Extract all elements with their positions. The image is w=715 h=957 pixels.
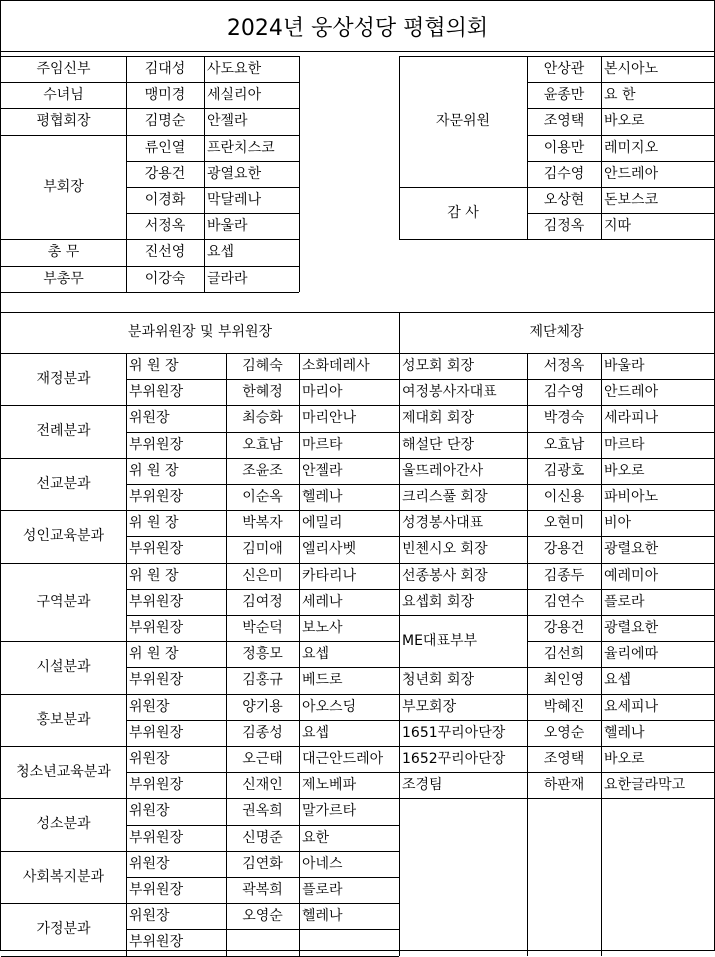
- member-name: 이용만: [543, 139, 585, 156]
- member-name: 한혜정: [242, 384, 283, 401]
- auditor-label: 감 사: [447, 205, 479, 221]
- page-title: 2024년 웅상성당 평협의회: [1, 1, 714, 52]
- member-name: 윤종만: [543, 87, 585, 104]
- grid-line: [126, 877, 399, 878]
- organization-name: ME대표부부: [402, 633, 478, 649]
- organization-name: 1652꾸리아단장: [402, 751, 506, 767]
- member-name: 박혜진: [543, 698, 585, 715]
- division-position: 부위원장: [129, 777, 184, 794]
- grid-line: [126, 213, 299, 214]
- member-saint: 광렬요한: [604, 541, 659, 558]
- member-saint: 마르타: [302, 436, 343, 453]
- grid-line: [399, 484, 714, 485]
- member-saint: 안드레아: [604, 384, 659, 401]
- member-name: 이신용: [543, 489, 585, 505]
- member-name: 이순옥: [242, 489, 283, 505]
- member-name: 김정옥: [543, 218, 585, 235]
- member-name: 조영택: [543, 751, 585, 767]
- grid-line: [126, 484, 399, 485]
- grid-line: [1, 108, 299, 109]
- grid-line: [527, 641, 714, 642]
- member-saint: 광렬요한: [604, 620, 659, 636]
- grid-line: [399, 312, 400, 956]
- member-name: 조윤조: [242, 462, 283, 479]
- member-saint: 사도요한: [207, 61, 262, 77]
- division-name: 성인교육분과: [22, 528, 105, 545]
- member-name: 양기용: [242, 698, 283, 715]
- organization-name: 청년회 회장: [402, 672, 475, 689]
- grid-line: [1, 266, 299, 267]
- grid-line: [1, 56, 299, 57]
- division-position: 위 원 장: [129, 358, 179, 374]
- grid-line: [126, 187, 299, 188]
- member-saint: 바오로: [604, 113, 645, 130]
- organization-name: 성모회 회장: [402, 358, 475, 374]
- grid-line: [399, 379, 714, 380]
- member-saint: 요한: [302, 829, 330, 846]
- member-name: 김종성: [242, 724, 283, 741]
- organization-name: 부모회장: [402, 698, 457, 715]
- member-name: 최승화: [242, 410, 283, 427]
- role-label: 수녀님: [43, 87, 84, 104]
- member-name: 오현미: [543, 515, 585, 532]
- grid-line: [399, 772, 714, 773]
- member-name: 김선희: [543, 646, 585, 663]
- member-saint: 소화데레사: [302, 358, 370, 374]
- grid-line: [1, 135, 299, 136]
- grid-line: [399, 458, 714, 459]
- member-saint: 지따: [604, 218, 632, 235]
- grid-line: [399, 432, 714, 433]
- division-position: 부위원장: [129, 672, 184, 689]
- member-saint: 헬레나: [604, 724, 645, 741]
- grid-line: [399, 694, 714, 695]
- member-saint: 본시아노: [604, 61, 659, 77]
- member-saint: 아네스: [302, 855, 343, 872]
- organization-name: 1651꾸리아단장: [402, 724, 506, 741]
- grid-line: [601, 56, 602, 239]
- member-saint: 광열요한: [207, 165, 262, 182]
- member-name: 정흥모: [242, 646, 283, 663]
- member-saint: 요셉: [207, 244, 235, 261]
- member-saint: 돈보스코: [604, 192, 659, 208]
- grid-line: [399, 56, 714, 57]
- grid-line: [126, 379, 399, 380]
- member-name: 오영순: [242, 908, 283, 925]
- grid-line: [527, 161, 714, 162]
- member-saint: 예레미아: [604, 567, 659, 584]
- member-name: 안상관: [543, 61, 585, 77]
- member-name: 하판재: [543, 777, 585, 794]
- grid-line: [1, 292, 299, 293]
- member-name: 김수영: [543, 384, 585, 401]
- division-name: 성소분과: [36, 816, 91, 833]
- member-saint: 글라라: [207, 270, 248, 287]
- division-position: 부위원장: [129, 489, 184, 505]
- grid-line: [399, 563, 714, 564]
- division-position: 위원장: [129, 908, 170, 925]
- member-saint: 보노사: [302, 620, 343, 636]
- grid-line: [601, 353, 602, 956]
- role-label: 부회장: [43, 178, 84, 195]
- member-name: 김미애: [242, 541, 283, 558]
- grid-line: [399, 405, 714, 406]
- grid-line: [399, 536, 714, 537]
- division-name: 가정분과: [36, 921, 91, 938]
- member-name: 강용건: [543, 541, 585, 558]
- member-saint: 바울라: [604, 358, 645, 374]
- member-saint: 말가르타: [302, 803, 357, 820]
- member-saint: 바오로: [604, 751, 645, 767]
- header-organizations: 제단체장: [529, 324, 584, 340]
- member-saint: 비아: [604, 515, 632, 532]
- member-saint: 제노베파: [302, 777, 357, 794]
- member-name: 김광호: [543, 462, 585, 479]
- grid-line: [527, 213, 714, 214]
- grid-line: [399, 510, 714, 511]
- division-position: 위 원 장: [129, 567, 179, 584]
- member-saint: 율리에따: [604, 646, 659, 663]
- grid-line: [126, 720, 399, 721]
- member-saint: 카타리나: [302, 567, 357, 584]
- member-saint: 요한글라막고: [604, 777, 686, 794]
- grid-line: [226, 353, 227, 956]
- member-saint: 레미지오: [604, 139, 659, 156]
- grid-line: [399, 667, 714, 668]
- member-name: 서정옥: [144, 218, 186, 235]
- grid-line: [527, 353, 528, 956]
- grid-line: [399, 615, 714, 616]
- header-divisions: 분과위원장 및 부위원장: [127, 324, 273, 340]
- division-name: 전례분과: [36, 423, 91, 440]
- division-position: 위원장: [129, 410, 170, 427]
- division-name: 홍보분과: [36, 711, 91, 728]
- organization-name: 요셉회 회장: [402, 593, 475, 610]
- member-name: 김종두: [543, 567, 585, 584]
- grid-line: [399, 746, 714, 747]
- member-name: 진선영: [144, 244, 186, 261]
- member-saint: 요셉: [604, 672, 632, 689]
- organization-name: 성경봉사대표: [402, 515, 484, 532]
- organization-name: 조경팀: [402, 777, 443, 794]
- division-position: 위원장: [129, 751, 170, 767]
- role-label: 주임신부: [36, 61, 91, 77]
- division-position: 부위원장: [129, 384, 184, 401]
- member-saint: 세실리아: [207, 87, 262, 104]
- division-position: 부위원장: [129, 436, 184, 453]
- division-name: 선교분과: [36, 475, 91, 492]
- member-name: 신재인: [242, 777, 283, 794]
- member-saint: 바오로: [604, 462, 645, 479]
- grid-line: [1, 82, 299, 83]
- member-name: 김연수: [543, 593, 585, 610]
- member-saint: 헬레나: [302, 489, 343, 505]
- member-saint: 에밀리: [302, 515, 343, 532]
- grid-line: [527, 187, 714, 188]
- member-name: 박순덕: [242, 620, 283, 636]
- member-name: 김홍규: [242, 672, 283, 689]
- grid-line: [399, 720, 714, 721]
- division-position: 위원장: [129, 855, 170, 872]
- grid-line: [126, 161, 299, 162]
- member-name: 이경화: [144, 192, 186, 208]
- organization-name: 빈첸시오 회장: [402, 541, 488, 558]
- member-name: 강용건: [144, 165, 186, 182]
- division-name: 재정분과: [36, 371, 91, 387]
- member-saint: 안드레아: [604, 165, 659, 182]
- division-position: 부위원장: [129, 620, 184, 636]
- member-name: 김대성: [144, 61, 186, 77]
- role-label: 부총무: [43, 270, 84, 287]
- division-position: 부위원장: [129, 934, 184, 951]
- member-name: 김여정: [242, 593, 283, 610]
- member-name: 오영순: [543, 724, 585, 741]
- grid-line: [126, 56, 127, 292]
- member-name: 오상현: [543, 192, 585, 208]
- member-saint: 프란치스코: [207, 139, 275, 156]
- division-position: 위원장: [129, 803, 170, 820]
- division-position: 위원장: [129, 698, 170, 715]
- grid-line: [126, 772, 399, 773]
- grid-line: [126, 667, 399, 668]
- member-saint: 마르타: [604, 436, 645, 453]
- grid-line: [527, 108, 714, 109]
- grid-line: [399, 239, 527, 240]
- member-name: 오효남: [543, 436, 585, 453]
- member-saint: 마리안나: [302, 410, 357, 427]
- role-label: 총 무: [47, 244, 80, 261]
- division-position: 위 원 장: [129, 646, 179, 663]
- member-name: 신은미: [242, 567, 283, 584]
- division-name: 청소년교육분과: [16, 764, 111, 780]
- member-saint: 요 한: [604, 87, 636, 104]
- grid-line: [399, 798, 714, 799]
- member-name: 김명순: [144, 113, 186, 130]
- grid-line: [126, 536, 399, 537]
- member-saint: 요세피나: [604, 698, 659, 715]
- member-name: 맹미경: [144, 87, 186, 104]
- member-saint: 아오스딩: [302, 698, 357, 715]
- division-position: 부위원장: [129, 541, 184, 558]
- grid-line: [126, 432, 399, 433]
- member-name: 박복자: [242, 515, 283, 532]
- member-name: 곽복희: [242, 882, 283, 898]
- member-name: 오효남: [242, 436, 283, 453]
- organization-name: 제대회 회장: [402, 410, 475, 427]
- division-name: 시설분과: [36, 659, 91, 676]
- organization-name: 여정봉사자대표: [402, 384, 497, 401]
- member-saint: 요셉: [302, 646, 330, 663]
- division-position: 부위원장: [129, 829, 184, 846]
- grid-line: [126, 589, 399, 590]
- grid-line: [1, 239, 299, 240]
- organization-name: 울뜨레아간사: [402, 462, 484, 479]
- member-saint: 안젤라: [207, 113, 248, 130]
- grid-line: [527, 135, 714, 136]
- member-name: [226, 929, 299, 955]
- member-saint: [299, 929, 399, 955]
- member-saint: 세라피나: [604, 410, 659, 427]
- organization-name: 크리스풀 회장: [402, 489, 488, 505]
- grid-line: [527, 56, 528, 239]
- advisor-label: 자문위원: [435, 113, 491, 129]
- organization-name: 해설단 단장: [402, 436, 475, 453]
- member-name: 류인열: [144, 139, 186, 156]
- member-name: 최인영: [543, 672, 585, 689]
- division-name: 사회복지분과: [22, 868, 105, 885]
- grid-line: [527, 82, 714, 83]
- member-saint: 마리아: [302, 384, 343, 401]
- member-saint: 막달레나: [207, 192, 262, 208]
- member-saint: 파비아노: [604, 489, 659, 505]
- grid-line: [299, 56, 300, 292]
- member-saint: 세레나: [302, 593, 343, 610]
- division-position: 위 원 장: [129, 515, 179, 532]
- member-name: 오근태: [242, 751, 283, 767]
- member-saint: 대근안드레아: [302, 751, 384, 767]
- member-saint: 플로라: [604, 593, 645, 610]
- member-saint: 요셉: [302, 724, 330, 741]
- member-saint: 베드로: [302, 672, 343, 689]
- division-position: 부위원장: [129, 882, 184, 898]
- division-name: 구역분과: [36, 593, 91, 610]
- member-name: 김수영: [543, 165, 585, 182]
- grid-line: [399, 589, 714, 590]
- member-name: 조영택: [543, 113, 585, 130]
- role-label: 평협회장: [36, 113, 91, 130]
- member-saint: 바울라: [207, 218, 248, 235]
- grid-line: [126, 353, 127, 956]
- member-name: 박경숙: [543, 410, 585, 427]
- division-position: 부위원장: [129, 593, 184, 610]
- member-saint: 엘리사벳: [302, 541, 357, 558]
- organization-name: 선종봉사 회장: [402, 567, 488, 584]
- grid-line: [126, 825, 399, 826]
- grid-line: [527, 239, 714, 240]
- grid-line: [399, 56, 400, 239]
- member-name: 강용건: [543, 620, 585, 636]
- member-name: 김연화: [242, 855, 283, 872]
- member-name: 신명준: [242, 829, 283, 846]
- member-name: 권옥희: [242, 803, 283, 820]
- grid-line: [399, 187, 527, 188]
- member-saint: 안젤라: [302, 462, 343, 479]
- member-name: 서정옥: [543, 358, 585, 374]
- grid-line: [299, 353, 300, 956]
- member-name: 이강숙: [144, 270, 186, 287]
- grid-line: [204, 56, 205, 292]
- member-saint: 플로라: [302, 882, 343, 898]
- division-position: 위 원 장: [129, 462, 179, 479]
- member-name: 김혜숙: [242, 358, 283, 374]
- grid-line: [126, 929, 399, 930]
- member-saint: 헬레나: [302, 908, 343, 925]
- grid-line: [1, 956, 399, 957]
- division-position: 부위원장: [129, 724, 184, 741]
- grid-line: [126, 615, 399, 616]
